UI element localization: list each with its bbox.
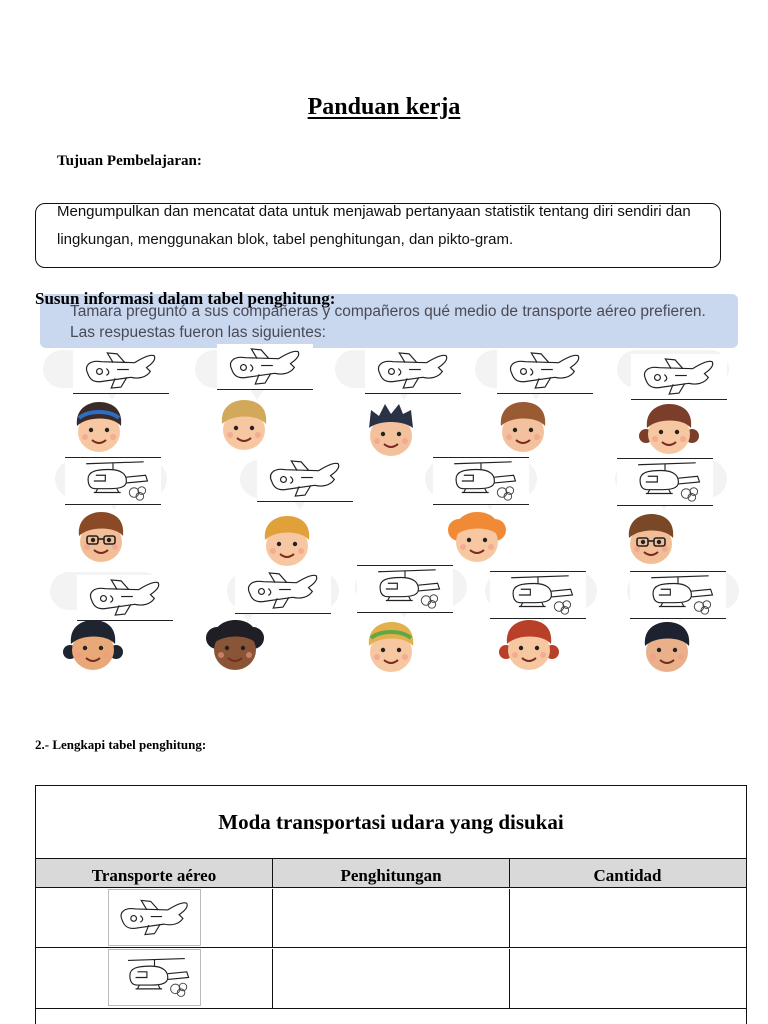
- airplane-icon: [365, 348, 461, 394]
- child-face-boy-dark-curly: [635, 616, 699, 680]
- table-row: [36, 949, 746, 1009]
- child-face-girl-blue-headband: [67, 396, 131, 460]
- tally-cell[interactable]: [273, 949, 510, 1008]
- helicopter-icon: [490, 571, 586, 619]
- child-face-boy-blond-2: [255, 510, 319, 574]
- airplane-icon: [631, 354, 727, 400]
- tally-table: [35, 785, 747, 1024]
- transport-cell: [36, 889, 273, 947]
- child-face-boy-glasses: [69, 506, 133, 570]
- helicopter-icon: [357, 565, 453, 613]
- page-title: Panduan kerja: [307, 94, 461, 120]
- helicopter-icon: [65, 457, 161, 505]
- table-header-row: [36, 859, 746, 888]
- section-1-heading: Susun informasi dalam tabel penghitung:: [35, 289, 336, 308]
- quantity-cell[interactable]: [510, 889, 745, 947]
- child-face-girl-dark-braids: [61, 614, 125, 678]
- child-face-boy-brown: [491, 396, 555, 460]
- child-face-boy-dark-skin: [203, 614, 267, 678]
- tally-cell[interactable]: [273, 889, 510, 947]
- child-face-boy-glasses-2: [619, 508, 683, 572]
- transport-cell: [36, 949, 273, 1008]
- helicopter-icon: [108, 949, 201, 1006]
- airplane-icon: [257, 456, 353, 502]
- activity-prompt: Tamara preguntó a sus compañeras y compañeros qué medio de transporte aéreo prefieren. Las respuestas fueron las siguientes:: [70, 303, 706, 341]
- helicopter-icon: [630, 571, 726, 619]
- airplane-icon: [497, 348, 593, 394]
- airplane-icon: [108, 889, 201, 946]
- objective-heading: Tujuan Pembelajaran:: [57, 153, 202, 169]
- header-quantity: Cantidad: [593, 866, 662, 885]
- header-transport: Transporte aéreo: [36, 859, 273, 887]
- child-face-boy-blond: [212, 394, 276, 458]
- table-row: [36, 889, 746, 948]
- header-tally: Penghitungan: [273, 859, 510, 887]
- helicopter-icon: [617, 458, 713, 506]
- helicopter-icon: [433, 457, 529, 505]
- objective-text: Mengumpulkan dan mencatat data untuk menjawab pertanyaan statistik tentang diri sendiri dan lingkungan, menggunakan blok, tabel penghitungan, dan pikto-gram.: [57, 203, 691, 248]
- quantity-cell[interactable]: [510, 949, 745, 1008]
- child-face-girl-orange-curly: [445, 506, 509, 570]
- airplane-icon: [235, 568, 331, 614]
- child-face-girl-pigtails: [637, 398, 701, 462]
- survey-illustration: [35, 292, 740, 682]
- section-2-heading: 2.- Lengkapi tabel penghitung:: [35, 737, 207, 752]
- child-face-boy-dark-spiky: [359, 400, 423, 464]
- airplane-icon: [73, 348, 169, 394]
- airplane-icon: [217, 344, 313, 390]
- child-face-girl-red-hair: [497, 614, 561, 678]
- child-face-girl-green-headband: [359, 616, 423, 680]
- table-caption: Moda transportasi udara yang disukai: [36, 786, 746, 859]
